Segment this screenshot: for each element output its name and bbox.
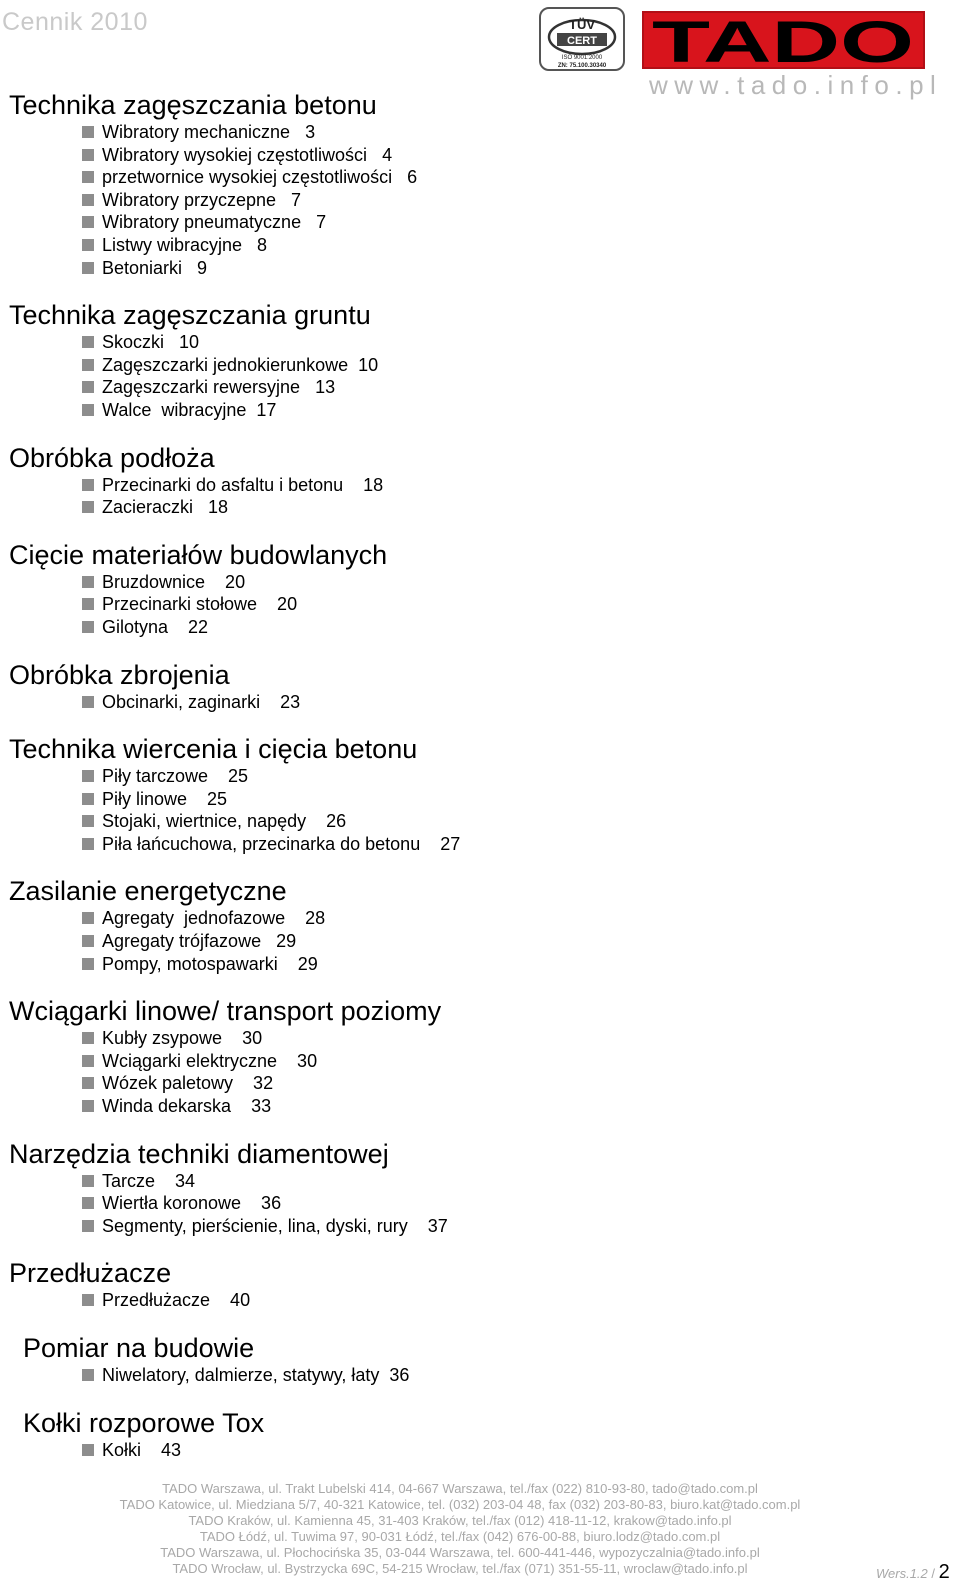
section-title: Narzędzia techniki diamentowej (9, 1138, 389, 1169)
square-bullet-icon (82, 404, 94, 416)
square-bullet-icon (82, 171, 94, 183)
square-bullet-icon (82, 621, 94, 633)
square-bullet-icon (82, 598, 94, 610)
toc-item-label: Kołki 43 (102, 1439, 182, 1460)
svg-text:ZN: 75.100.30340: ZN: 75.100.30340 (557, 63, 607, 69)
square-bullet-icon (82, 838, 94, 850)
square-bullet-icon (82, 479, 94, 491)
footer-address-line: TADO Katowice, ul. Miedziana 5/7, 40-321 Katowice, tel. (032) 203-04 48, fax (032) 203-80-83, biuro.kat@tado.com.pl (119, 1496, 801, 1512)
toc-section (0, 875, 640, 975)
toc-item-label: Przecinarki do asfaltu i betonu 18 (102, 474, 384, 495)
toc-item (0, 496, 640, 519)
footer-address-line: TADO Warszawa, ul. Trakt Lubelski 414, 04-667 Warszawa, tel./fax (022) 810-93-80, tado@tado.com.pl (162, 1481, 758, 1496)
square-bullet-icon (82, 239, 94, 251)
toc-item-label: Segmenty, pierścienie, lina, dyski, rury 37 (102, 1215, 448, 1236)
toc-item-label: Wciągarki elektryczne 30 (102, 1050, 318, 1071)
footer-contacts (60, 1481, 860, 1576)
toc-item-label: Skoczki 10 (102, 332, 200, 353)
toc-item-label: Piły linowe 25 (102, 788, 228, 809)
section-title: Technika zagęszczania betonu (9, 90, 377, 120)
toc-item (0, 121, 640, 144)
toc-item (0, 1050, 640, 1073)
toc-item (0, 474, 640, 497)
toc-item-label: Piły tarczowe 25 (102, 766, 249, 787)
toc-item (0, 354, 640, 377)
toc-item-label: Zagęszczarki jednokierunkowe 10 (102, 354, 379, 375)
toc-item-label: Pompy, motospawarki 29 (102, 953, 318, 974)
toc-item (0, 616, 640, 639)
toc-item-label: Kubły zsypowe 30 (102, 1028, 263, 1049)
version-page-indicator (876, 1561, 950, 1584)
toc-item (0, 788, 640, 811)
toc-item (0, 1192, 640, 1215)
toc-section (0, 442, 640, 519)
toc-item (14, 1364, 640, 1387)
square-bullet-icon (82, 126, 94, 138)
toc-item (0, 257, 640, 280)
square-bullet-icon (82, 194, 94, 206)
toc-item (0, 810, 640, 833)
toc-item (0, 234, 640, 257)
square-bullet-icon (82, 501, 94, 513)
section-title: Pomiar na budowie (23, 1333, 255, 1363)
square-bullet-icon (82, 696, 94, 708)
toc-section (0, 995, 640, 1117)
toc-item (0, 189, 640, 212)
square-bullet-icon (82, 336, 94, 348)
toc-section (0, 1407, 640, 1462)
toc-item (0, 144, 640, 167)
toc-section (0, 1138, 640, 1238)
square-bullet-icon (82, 149, 94, 161)
footer-address-line: TADO Łódź, ul. Tuwima 97, 90-031 Łódź, tel./fax (042) 676-00-88, biuro.lodz@tado.com.pl (199, 1528, 721, 1544)
square-bullet-icon (82, 216, 94, 228)
square-bullet-icon (82, 793, 94, 805)
toc-item (14, 1439, 640, 1462)
section-title: Wciągarki linowe/ transport poziomy (9, 996, 442, 1027)
page-number: 2 (938, 1561, 950, 1583)
toc-item (0, 331, 640, 354)
toc-item-label: Wibratory mechaniczne 3 (102, 122, 316, 142)
toc-item-label: Przecinarki stołowe 20 (102, 594, 298, 615)
website-url: www.tado.info.pl (649, 70, 943, 100)
toc-item (0, 593, 640, 616)
toc-item (0, 833, 640, 856)
toc-item (0, 376, 640, 399)
square-bullet-icon (82, 1220, 94, 1232)
toc-section (0, 733, 640, 855)
footer-address-line: TADO Warszawa, ul. Płochocińska 35, 03-044 Warszawa, tel. 600-441-446, wypozyczalnia@tado.info.pl (160, 1544, 760, 1560)
square-bullet-icon (82, 1032, 94, 1044)
square-bullet-icon (82, 262, 94, 274)
toc-item (0, 930, 640, 953)
section-title: Zasilanie energetyczne (9, 876, 287, 907)
square-bullet-icon (82, 958, 94, 970)
tado-logo (642, 11, 925, 69)
toc-item (0, 166, 640, 189)
square-bullet-icon (82, 912, 94, 924)
toc-item-label: Gilotyna 22 (102, 616, 209, 637)
square-bullet-icon (82, 815, 94, 827)
toc-item-label: Przedłużacze 40 (102, 1290, 251, 1311)
toc-item (0, 211, 640, 234)
svg-text:TADO: TADO (652, 13, 914, 67)
toc-item-label: Obcinarki, zaginarki 23 (102, 691, 301, 712)
toc-item (0, 1072, 640, 1095)
footer-address-line: TADO Kraków, ul. Kamienna 45, 31-403 Kraków, tel./fax (012) 418-11-12, krakow@tado.info.pl (188, 1512, 732, 1528)
square-bullet-icon (82, 1444, 94, 1456)
toc-item-label: Walce wibracyjne 17 (102, 399, 277, 420)
toc-item-label: Zacieraczki 18 (102, 497, 229, 518)
toc-item (0, 1095, 640, 1118)
toc-item (0, 1170, 640, 1193)
square-bullet-icon (82, 1369, 94, 1381)
square-bullet-icon (82, 1077, 94, 1089)
square-bullet-icon (82, 1175, 94, 1187)
toc-item-label: Wibratory pneumatyczne 7 (102, 212, 327, 233)
toc-item-label: Stojaki, wiertnice, napędy 26 (102, 811, 347, 832)
section-title: Cięcie materiałów budowlanych (9, 539, 388, 570)
toc-item (0, 765, 640, 788)
square-bullet-icon (82, 935, 94, 947)
section-title: Obróbka podłoża (9, 442, 215, 473)
tuv-cert-logo (539, 7, 625, 71)
toc-item-label: Wózek paletowy 32 (102, 1073, 274, 1094)
toc-section (0, 89, 640, 279)
section-title: Kołki rozporowe Tox (23, 1407, 265, 1438)
toc-item (0, 953, 640, 976)
version-label: Wers.1.2 (876, 1566, 928, 1581)
table-of-contents (0, 89, 640, 1481)
toc-item (0, 1027, 640, 1050)
toc-item-label: Niwelatory, dalmierze, statywy, łaty 36 (102, 1365, 410, 1385)
toc-item (0, 691, 640, 714)
svg-text:TÜV: TÜV (569, 17, 595, 32)
toc-item-label: Wiertła koronowe 36 (102, 1193, 282, 1214)
toc-item-label: Wibratory przyczepne 7 (102, 189, 302, 210)
toc-item (0, 399, 640, 422)
svg-text:CERT: CERT (567, 35, 597, 47)
toc-item (0, 1215, 640, 1238)
toc-item-label: Tarcze 34 (102, 1170, 196, 1191)
toc-section (0, 1332, 640, 1387)
toc-item-label: Piła łańcuchowa, przecinarka do betonu 27 (102, 833, 461, 854)
square-bullet-icon (82, 576, 94, 588)
document-header-title: Cennik 2010 (2, 8, 148, 36)
toc-section (0, 539, 640, 639)
square-bullet-icon (82, 770, 94, 782)
square-bullet-icon (82, 1100, 94, 1112)
toc-item (0, 907, 640, 930)
square-bullet-icon (82, 359, 94, 371)
square-bullet-icon (82, 381, 94, 393)
toc-item (0, 1289, 640, 1312)
section-title: Obróbka zbrojenia (9, 659, 230, 690)
page-separator: / (931, 1566, 936, 1581)
svg-text:ISO 9001:2000: ISO 9001:2000 (561, 55, 603, 61)
toc-item-label: Bruzdownice 20 (102, 571, 246, 592)
toc-item-label: Zagęszczarki rewersyjne 13 (102, 377, 336, 398)
section-title: Przedłużacze (9, 1258, 172, 1289)
section-title: Technika wiercenia i cięcia betonu (9, 734, 418, 765)
toc-item-label: Agregaty trójfazowe 29 (102, 931, 297, 952)
toc-section (0, 659, 640, 714)
toc-item-label: Listwy wibracyjne 8 (102, 234, 268, 255)
toc-item (0, 571, 640, 594)
toc-item-label: przetwornice wysokiej częstotliwości 6 (102, 167, 418, 188)
toc-item-label: Wibratory wysokiej częstotliwości 4 (102, 144, 393, 165)
toc-item-label: Agregaty jednofazowe 28 (102, 908, 326, 929)
toc-item-label: Betoniarki 9 (102, 257, 208, 278)
square-bullet-icon (82, 1294, 94, 1306)
footer-address-line: TADO Wrocław, ul. Bystrzycka 69C, 54-215 Wrocław, tel./fax (071) 351-55-11, wroclaw@tado.info.pl (172, 1560, 748, 1576)
section-title: Technika zagęszczania gruntu (9, 300, 371, 331)
square-bullet-icon (82, 1197, 94, 1209)
toc-item-label: Winda dekarska 33 (102, 1096, 272, 1117)
square-bullet-icon (82, 1055, 94, 1067)
toc-section (0, 299, 640, 421)
toc-section (0, 1257, 640, 1312)
